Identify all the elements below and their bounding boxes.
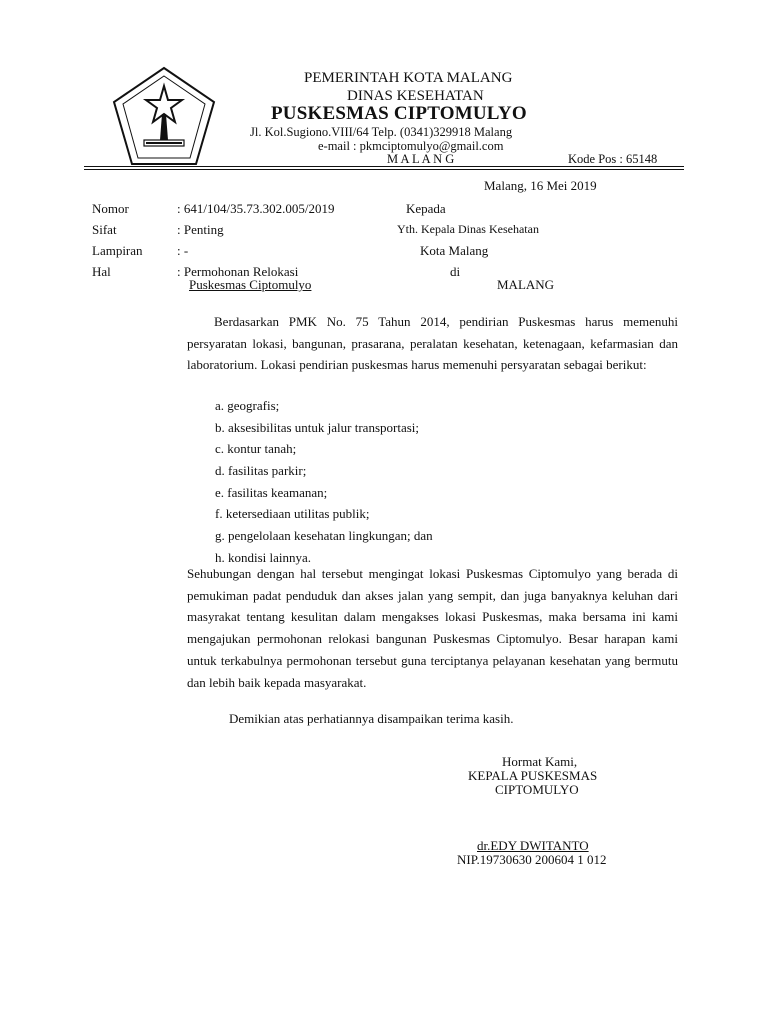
letterhead-postal-code: Kode Pos : 65148 <box>568 152 658 166</box>
letterhead-government: PEMERINTAH KOTA MALANG <box>304 70 513 86</box>
lampiran-value: : - <box>177 243 189 258</box>
sifat-label: Sifat <box>92 222 117 237</box>
letterhead-title: PUSKESMAS CIPTOMULYO <box>271 103 527 124</box>
hal-value-subject: Puskesmas Ciptomulyo <box>189 277 312 292</box>
body-paragraph-2: Sehubungan dengan hal tersebut mengingat lokasi Puskesmas Ciptomulyo yang berada di pemukiman padat penduduk dan akses jalan yang sempit, dan juga banyaknya keluhan dari masyrakat tentang kesulitan dalam mengakses lokasi Puskesmas, maka bersama ini kami mengajukan permohonan relokasi bangunan Puskesmas Ciptomulyo. Besar harapan kami untuk terkabulnya permohonan tersebut guna terciptanya pelayanan kesehatan yang bermutu dan lebih baik kepada masyarakat. <box>187 566 678 690</box>
list-item: g. pengelolaan kesehatan lingkungan; dan <box>215 528 433 544</box>
list-item: c. kontur tanah; <box>215 441 297 457</box>
recipient-title: Yth. Kepala Dinas Kesehatan <box>397 222 539 236</box>
nomor-value: : 641/104/35.73.302.005/2019 <box>177 201 335 216</box>
hal-value: : Permohonan Relokasi <box>177 264 299 279</box>
requirements-list <box>215 395 433 569</box>
signature-organization: CIPTOMULYO <box>495 782 579 797</box>
signature-position: KEPALA PUSKESMAS <box>468 768 598 783</box>
hal-label: Hal <box>92 264 111 279</box>
closing-sentence: Demikian atas perhatiannya disampaikan terima kasih. <box>229 711 514 726</box>
letter-date: Malang, 16 Mei 2019 <box>484 178 597 193</box>
recipient-kepada: Kepada <box>406 201 446 216</box>
letterhead-divider-thin <box>84 169 684 170</box>
list-item: a. geografis; <box>215 398 280 413</box>
sifat-value: : Penting <box>177 222 224 237</box>
signature-name: dr.EDY DWITANTO <box>477 838 589 853</box>
letterhead-department: DINAS KESEHATAN <box>347 88 484 104</box>
body-paragraph-1: Berdasarkan PMK No. 75 Tahun 2014, pendirian Puskesmas harus memenuhi persyaratan lokasi, bangunan, prasarana, peralatan kesehatan, ketenagaan, kefarmasian dan laboratorium. Lokasi pendirian puskesmas harus memenuhi persyaratan sebagai berikut: <box>187 314 678 373</box>
letterhead-address: Jl. Kol.Sugiono.VIII/64 Telp. (0341)329918 Malang <box>250 125 513 139</box>
letterhead-email: e-mail : pkmciptomulyo@gmail.com <box>318 139 504 153</box>
recipient-place: MALANG <box>497 277 555 292</box>
list-item: e. fasilitas keamanan; <box>215 484 328 500</box>
list-item: d. fasilitas parkir; <box>215 463 307 479</box>
list-item: f. ketersediaan utilitas publik; <box>215 506 370 522</box>
list-item: h. kondisi lainnya. <box>215 549 312 565</box>
signature-nip: NIP.19730630 200604 1 012 <box>457 852 607 867</box>
letterhead-divider-thick <box>84 166 684 167</box>
list-item: b. aksesibilitas untuk jalur transportasi; <box>215 419 419 435</box>
nomor-label: Nomor <box>92 201 129 216</box>
lampiran-label: Lampiran <box>92 243 143 258</box>
signature-regards: Hormat Kami, <box>502 754 578 769</box>
letterhead-city: M A L A N G <box>387 152 455 166</box>
recipient-di: di <box>450 264 461 279</box>
recipient-city: Kota Malang <box>420 243 489 258</box>
city-emblem-logo <box>110 64 218 168</box>
